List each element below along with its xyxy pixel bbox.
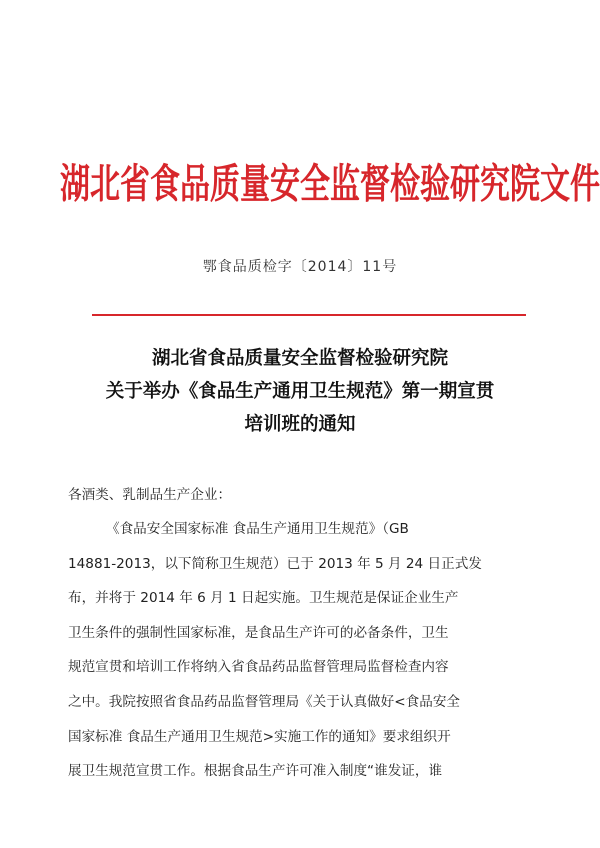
body-paragraph — [68, 512, 530, 789]
document-number: 鄂食品质检字〔2014〕11号 — [202, 259, 398, 275]
paragraph-line-5: 规范宣贯和培训工作将纳入省食品药品监督管理局监督检查内容 — [68, 659, 449, 676]
notice-title-line-1: 湖北省食品质量安全监督检验研究院 — [151, 348, 448, 369]
paragraph-line-7: 国家标准 食品生产通用卫生规范>实施工作的通知》要求组织开 — [68, 728, 451, 745]
paragraph-line-2: 14881-2013，以下简称卫生规范）已于 2013 年 5 月 24 日正式发 — [68, 555, 482, 572]
salutation: 各酒类、乳制品生产企业： — [68, 487, 232, 503]
paragraph-line-6: 之中。我院按照省食品药品监督管理局《关于认真做好<食品安全 — [68, 693, 461, 710]
notice-body — [68, 478, 530, 789]
paragraph-line-8: 展卫生规范宣贯工作。根据食品生产许可准入制度“谁发证，谁 — [68, 763, 443, 780]
notice-title-line-3: 培训班的通知 — [244, 414, 356, 435]
red-divider-line — [92, 314, 526, 316]
paragraph-line-4: 卫生条件的强制性国家标准，是食品生产许可的必备条件，卫生 — [68, 624, 449, 641]
paragraph-line-1: 《食品安全国家标准 食品生产通用卫生规范》（GB — [106, 521, 409, 537]
notice-title-line-2: 关于举办《食品生产通用卫生规范》第一期宣贯 — [105, 381, 495, 402]
paragraph-line-3: 布，并将于 2014 年 6 月 1 日起实施。卫生规范是保证企业生产 — [68, 590, 459, 607]
notice-title — [70, 342, 530, 441]
institution-header-title: 湖北省食品质量安全监督检验研究院文件 — [60, 160, 600, 209]
